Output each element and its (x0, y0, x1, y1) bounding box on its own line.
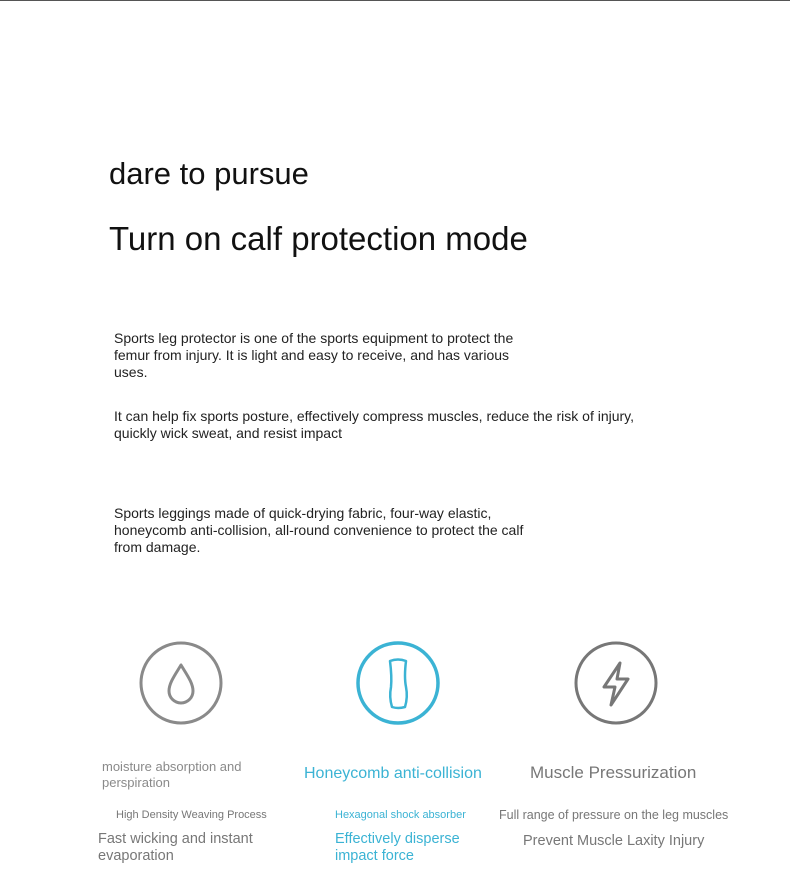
top-divider (0, 0, 790, 1)
main-heading: Turn on calf protection mode (109, 220, 528, 257)
feature-description-pressurization: Prevent Muscle Laxity Injury (523, 833, 705, 849)
feature-subtitle-honeycomb: Hexagonal shock absorber (335, 809, 466, 821)
intro-paragraph: Sports leg protector is one of the sports equipment to protect the femur from injury. It is light and easy to receive, and has various uses. (114, 330, 514, 380)
feature-title-honeycomb: Honeycomb anti-collision (304, 765, 482, 782)
water-drop-icon (139, 641, 223, 725)
feature-title-moisture: moisture absorption and perspiration (102, 759, 242, 790)
tagline-heading: dare to pursue (109, 156, 309, 191)
lightning-bolt-icon (574, 641, 658, 725)
feature-subtitle-moisture: High Density Weaving Process (116, 809, 267, 821)
feature-description-moisture: Fast wicking and instant evaporation (98, 831, 253, 864)
feature-description-honeycomb: Effectively disperse impact force (335, 831, 460, 864)
feature-subtitle-pressurization: Full range of pressure on the leg muscles (499, 808, 729, 822)
material-paragraph: Sports leggings made of quick-drying fabric, four-way elastic, honeycomb anti-collision, all-round convenience to protect the calf from damage. (114, 505, 524, 555)
feature-title-pressurization: Muscle Pressurization (530, 763, 697, 782)
leg-sleeve-icon (356, 641, 440, 725)
benefits-paragraph: It can help fix sports posture, effectively compress muscles, reduce the risk of injury, quickly wick sweat, and resist impact (114, 408, 635, 441)
